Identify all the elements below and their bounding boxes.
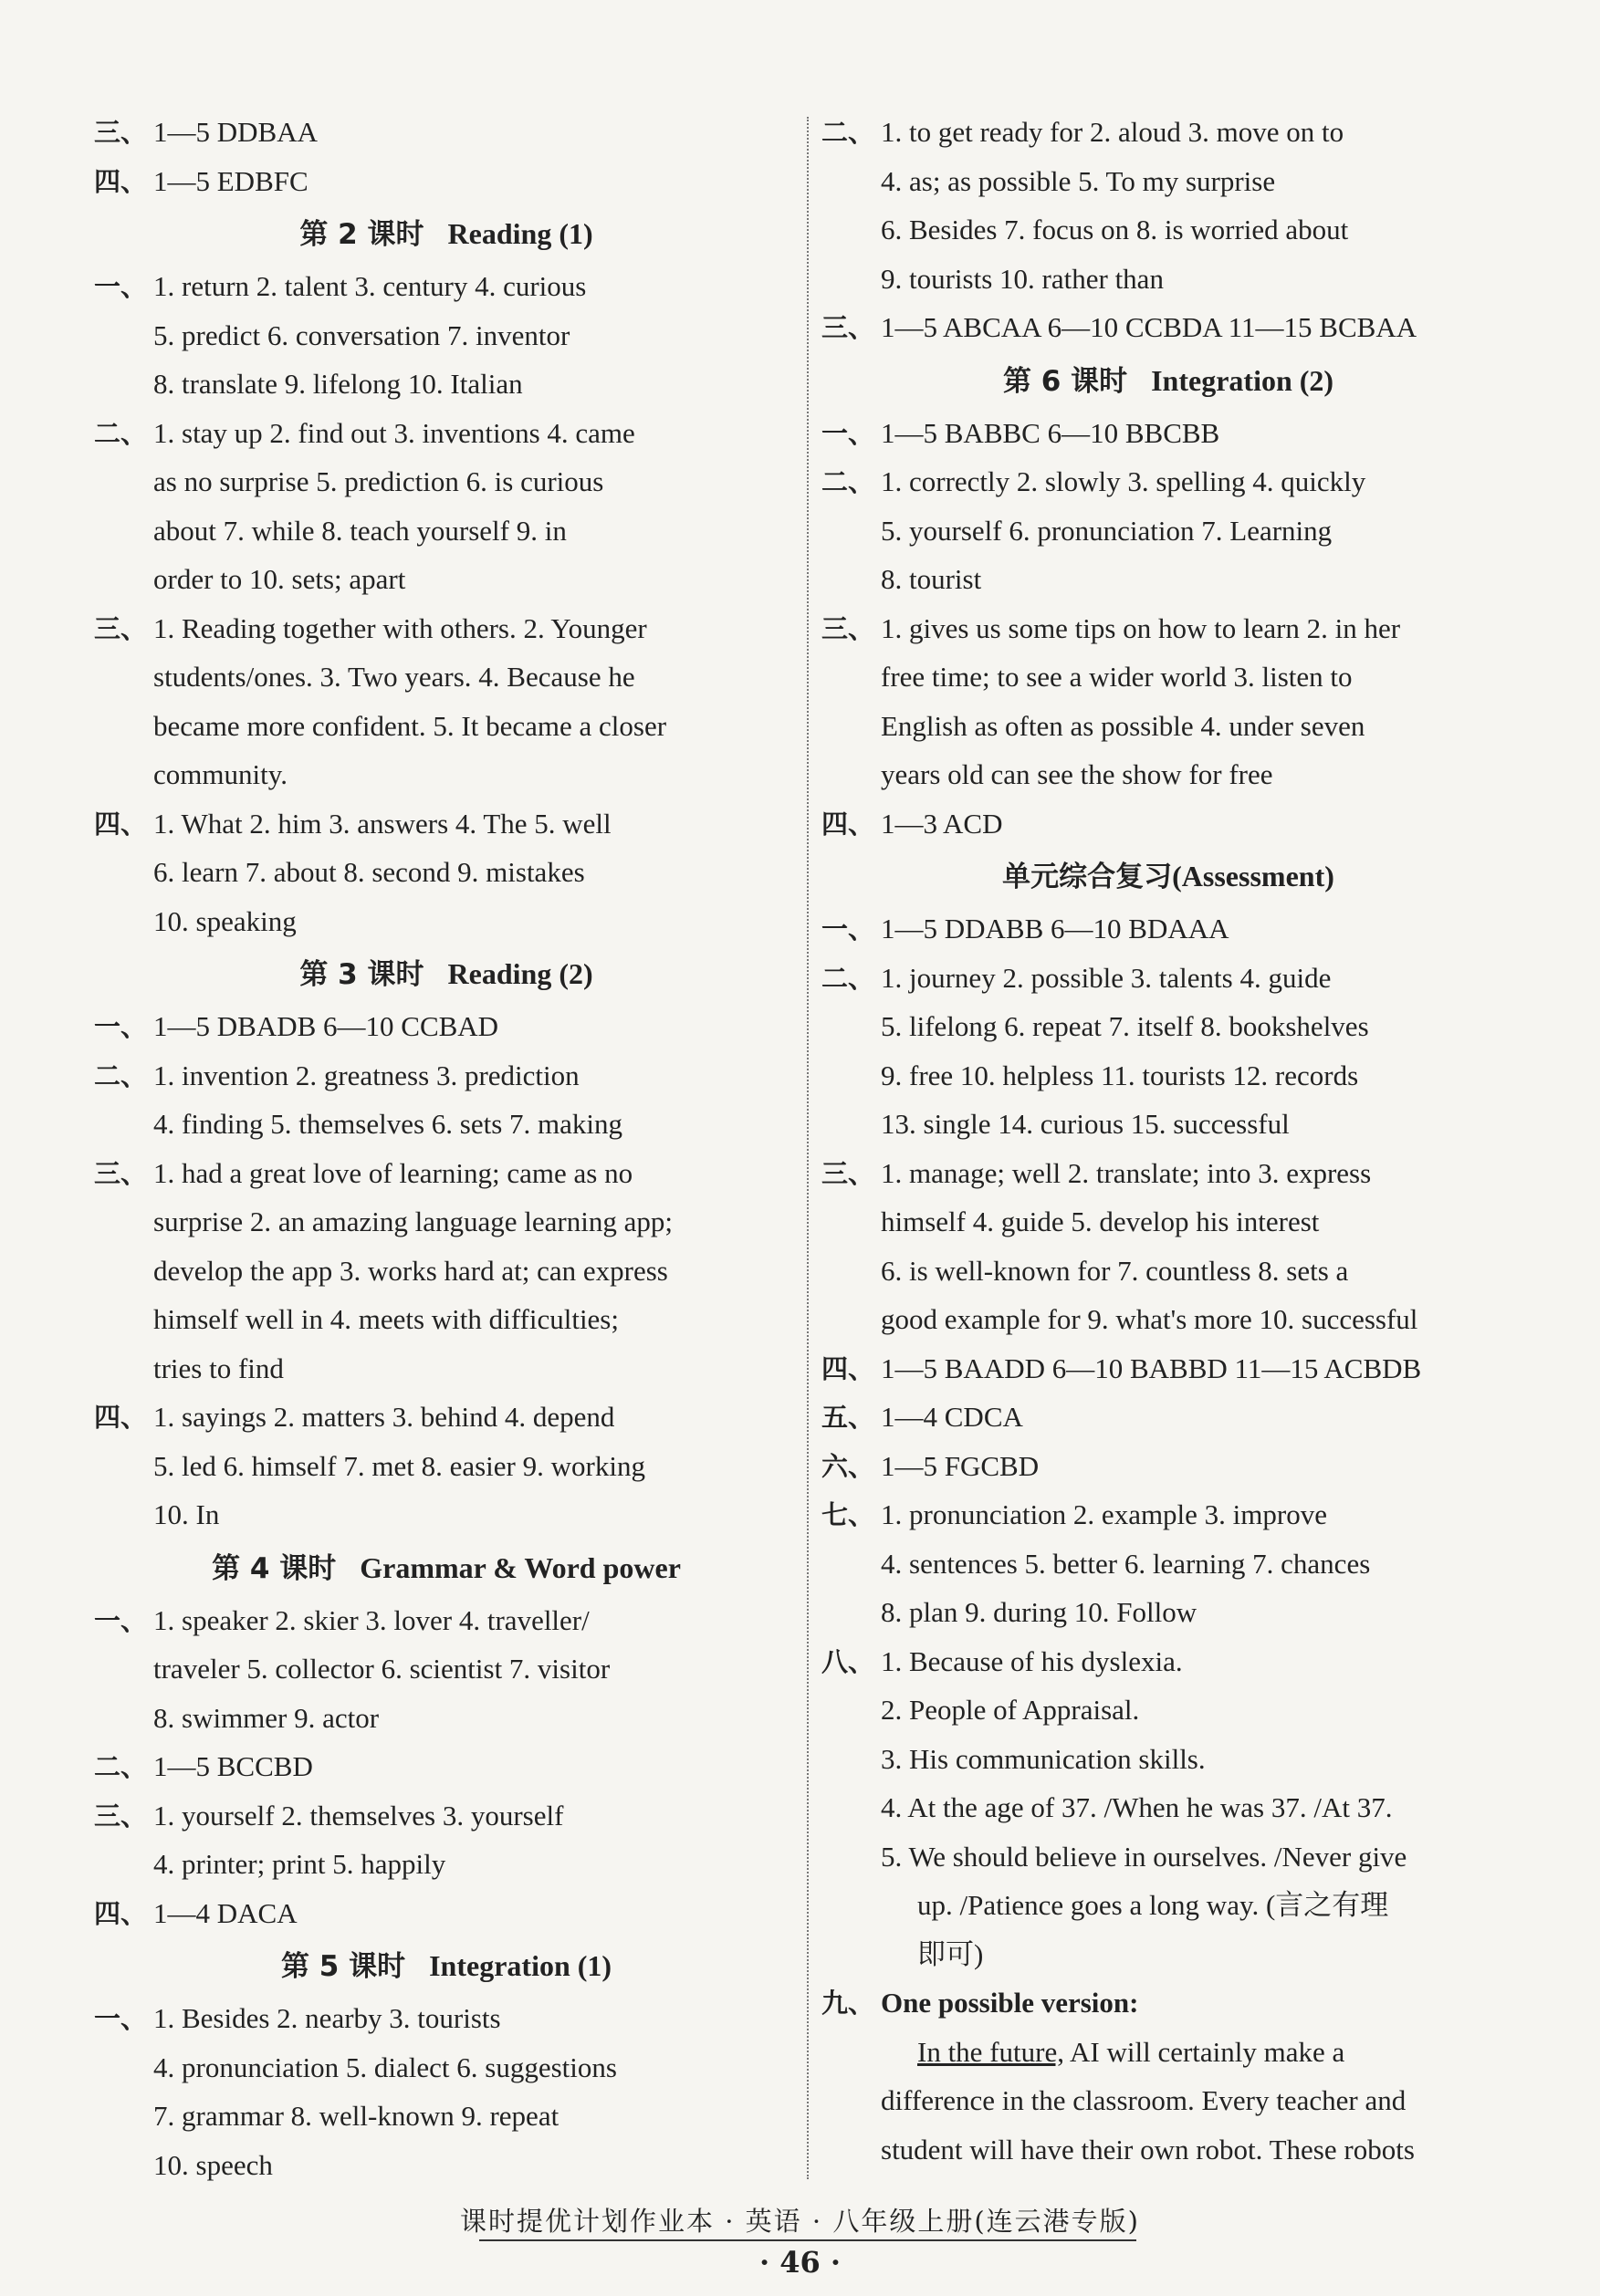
answer-line: 4. printer; print 5. happily: [153, 1848, 446, 1880]
answer-line: himself well in 4. meets with difficulties;: [153, 1303, 619, 1335]
answer-line: 二、 1. to get ready for 2. aloud 3. move on to: [821, 108, 1515, 157]
section-label: 三、: [821, 312, 875, 343]
answer-line: surprise 2. an amazing language learning app;: [153, 1205, 673, 1237]
answer-line: up. /Patience goes a long way. (言之有理: [917, 1889, 1389, 1921]
answer-line: students/ones. 3. Two years. 4. Because he: [153, 661, 635, 693]
footer-rule: [479, 2239, 1136, 2241]
answer-line: 九、 One possible version:: [821, 1978, 1515, 2028]
answer-line: 10. speech: [153, 2148, 273, 2181]
answer-line: 4. At the age of 37. /When he was 37. /At 37.: [881, 1791, 1393, 1823]
lesson-heading: 第 3 课时 Reading (2): [299, 957, 593, 991]
answer-line: 四、 1. What 2. him 3. answers 4. The 5. well: [94, 799, 799, 849]
answer-line: develop the app 3. works hard at; can express: [153, 1254, 668, 1287]
answer-line: about 7. while 8. teach yourself 9. in: [153, 514, 567, 547]
answer-line: 6. is well-known for 7. countless 8. sets a: [881, 1254, 1349, 1287]
section-label: 一、: [821, 913, 875, 944]
answer-line: tries to find: [153, 1352, 284, 1384]
answer-line: 一、 1—5 BABBC 6—10 BBCBB: [821, 409, 1515, 458]
section-label: 四、: [821, 1352, 875, 1384]
answer-line: as no surprise 5. prediction 6. is curious: [153, 465, 604, 497]
answer-line: 一、 1. speaker 2. skier 3. lover 4. traveller/: [94, 1596, 799, 1645]
answer-line: 4. finding 5. themselves 6. sets 7. making: [153, 1108, 623, 1140]
answer-line: 二、 1. stay up 2. find out 3. inventions 4. came: [94, 409, 799, 458]
answer-line: 三、 1. yourself 2. themselves 3. yourself: [94, 1791, 799, 1841]
answer-line: 9. tourists 10. rather than: [881, 262, 1164, 295]
answer-line: 一、 1. return 2. talent 3. century 4. curious: [94, 262, 799, 311]
answer-line: 八、 1. Because of his dyslexia.: [821, 1637, 1515, 1686]
section-label: 九、: [821, 1988, 875, 2019]
answer-line: 即可): [917, 1937, 984, 1970]
answer-line: became more confident. 5. It became a closer: [153, 709, 667, 742]
section-label: 五、: [821, 1402, 875, 1433]
answer-line: 9. free 10. helpless 11. tourists 12. records: [881, 1059, 1359, 1091]
answer-line: 7. grammar 8. well-known 9. repeat: [153, 2100, 559, 2132]
answer-line: 2. People of Appraisal.: [881, 1694, 1140, 1726]
answer-line: 四、 1. sayings 2. matters 3. behind 4. depend: [94, 1393, 799, 1442]
answer-line: order to 10. sets; apart: [153, 563, 406, 595]
lesson-heading: 第 6 课时 Integration (2): [1002, 363, 1334, 398]
answer-line: 5. yourself 6. pronunciation 7. Learning: [881, 514, 1333, 547]
section-label: 三、: [821, 1157, 875, 1189]
section-label: 四、: [94, 1897, 148, 1929]
answer-line: English as often as possible 4. under seven: [881, 709, 1365, 742]
section-label: 三、: [94, 612, 148, 644]
answer-line: 6. Besides 7. focus on 8. is worried about: [881, 214, 1349, 245]
answer-line: 二、 1—5 BCCBD: [94, 1742, 799, 1791]
answer-line: 5. We should believe in ourselves. /Never give: [881, 1840, 1407, 1873]
unit-review-heading: 单元综合复习(Assessment): [1002, 860, 1334, 893]
section-label: 二、: [821, 962, 875, 994]
answer-line: 七、 1. pronunciation 2. example 3. improve: [821, 1490, 1515, 1539]
answer-line: 六、 1—5 FGCBD: [821, 1442, 1515, 1491]
answer-line: 四、 1—4 DACA: [94, 1889, 799, 1938]
answer-line: 四、 1—5 EDBFC: [94, 157, 799, 206]
answer-line: 8. plan 9. during 10. Follow: [881, 1596, 1197, 1628]
lesson-heading: 第 2 课时 Reading (1): [299, 217, 593, 251]
answer-line: 13. single 14. curious 15. successful: [881, 1108, 1290, 1140]
right-column: [821, 108, 1515, 2174]
section-label: 二、: [821, 117, 875, 148]
section-label: 六、: [821, 1450, 875, 1482]
answer-line: 一、 1—5 DDABB 6—10 BDAAA: [821, 904, 1515, 954]
section-label: 四、: [94, 165, 148, 197]
answer-line: 8. translate 9. lifelong 10. Italian: [153, 368, 523, 400]
section-label: 三、: [821, 612, 875, 644]
answer-line: 5. predict 6. conversation 7. inventor: [153, 318, 570, 351]
section-label: 一、: [821, 417, 875, 449]
answer-line: 6. learn 7. about 8. second 9. mistakes: [153, 856, 585, 888]
answer-line: 四、 1—3 ACD: [821, 799, 1515, 849]
essay-line: student will have their own robot. These robots: [881, 2133, 1415, 2166]
essay-line: difference in the classroom. Every teacher and: [881, 2084, 1407, 2116]
section-label: 一、: [94, 2003, 148, 2034]
answer-line: 三、 1. Reading together with others. 2. Younger: [94, 604, 799, 653]
essay-line: In the future, AI will certainly make a: [917, 2035, 1345, 2068]
answer-line: 五、 1—4 CDCA: [821, 1393, 1515, 1442]
section-label: 二、: [821, 466, 875, 497]
section-label: 七、: [821, 1499, 875, 1530]
section-label: 二、: [94, 1751, 148, 1782]
footer-book-title: 课时提优计划作业本 · 英语 · 八年级上册(连云港专版): [460, 2206, 1140, 2237]
section-label: 一、: [94, 1604, 148, 1636]
section-label: 二、: [94, 417, 148, 449]
answer-line: years old can see the show for free: [881, 758, 1273, 790]
answer-line: 8. tourist: [881, 563, 982, 595]
section-label: 二、: [94, 1059, 148, 1091]
answer-line: 4. pronunciation 5. dialect 6. suggestions: [153, 2051, 617, 2083]
section-label: 一、: [94, 271, 148, 302]
answer-line: 4. as; as possible 5. To my surprise: [881, 164, 1276, 197]
answer-line: 四、 1—5 BAADD 6—10 BABBD 11—15 ACBDB: [821, 1344, 1515, 1393]
section-label: 三、: [94, 117, 148, 148]
answer-line: 三、 1. had a great love of learning; came as no: [94, 1149, 799, 1198]
answer-line: 一、 1—5 DBADB 6—10 CCBAD: [94, 1002, 799, 1051]
section-label: 四、: [94, 1402, 148, 1433]
answer-line: 5. lifelong 6. repeat 7. itself 8. bookshelves: [881, 1010, 1369, 1042]
answer-line: 二、 1. correctly 2. slowly 3. spelling 4. quickly: [821, 457, 1515, 506]
section-label: 四、: [821, 808, 875, 840]
answer-line: 三、 1—5 ABCAA 6—10 CCBDA 11—15 BCBAA: [821, 303, 1515, 352]
section-label: 一、: [94, 1011, 148, 1042]
answer-line: traveler 5. collector 6. scientist 7. visitor: [153, 1653, 611, 1685]
lesson-heading: 第 5 课时 Integration (1): [280, 1949, 612, 1983]
section-label: 三、: [94, 1157, 148, 1189]
answer-line: 二、 1. invention 2. greatness 3. prediction: [94, 1051, 799, 1101]
answer-line: 二、 1. journey 2. possible 3. talents 4. guide: [821, 954, 1515, 1003]
answer-line: good example for 9. what's more 10. successful: [881, 1303, 1418, 1335]
answer-line: community.: [153, 758, 288, 790]
page-number: · 46 ·: [758, 2245, 842, 2280]
column-divider: [807, 117, 809, 2179]
answer-line: 5. led 6. himself 7. met 8. easier 9. working: [153, 1449, 645, 1482]
answer-line: 三、 1. manage; well 2. translate; into 3. express: [821, 1149, 1515, 1198]
answer-line: 一、 1. Besides 2. nearby 3. tourists: [94, 1994, 799, 2043]
section-label: 四、: [94, 808, 148, 840]
left-column: [94, 108, 799, 2189]
answer-line: himself 4. guide 5. develop his interest: [881, 1205, 1320, 1237]
answer-line: free time; to see a wider world 3. listen to: [881, 661, 1353, 693]
lesson-heading: 第 4 课时 Grammar & Word power: [212, 1550, 681, 1585]
answer-line: 三、 1. gives us some tips on how to learn 2. in her: [821, 604, 1515, 653]
section-label: 三、: [94, 1800, 148, 1832]
answer-line: 三、 1—5 DDBAA: [94, 108, 799, 157]
answer-line: 3. His communication skills.: [881, 1742, 1206, 1775]
answer-line: 4. sentences 5. better 6. learning 7. chances: [881, 1547, 1371, 1580]
answer-line: 10. In: [153, 1498, 220, 1530]
answer-line: 8. swimmer 9. actor: [153, 1701, 380, 1734]
answer-line: 10. speaking: [153, 904, 297, 937]
section-label: 八、: [821, 1645, 875, 1677]
